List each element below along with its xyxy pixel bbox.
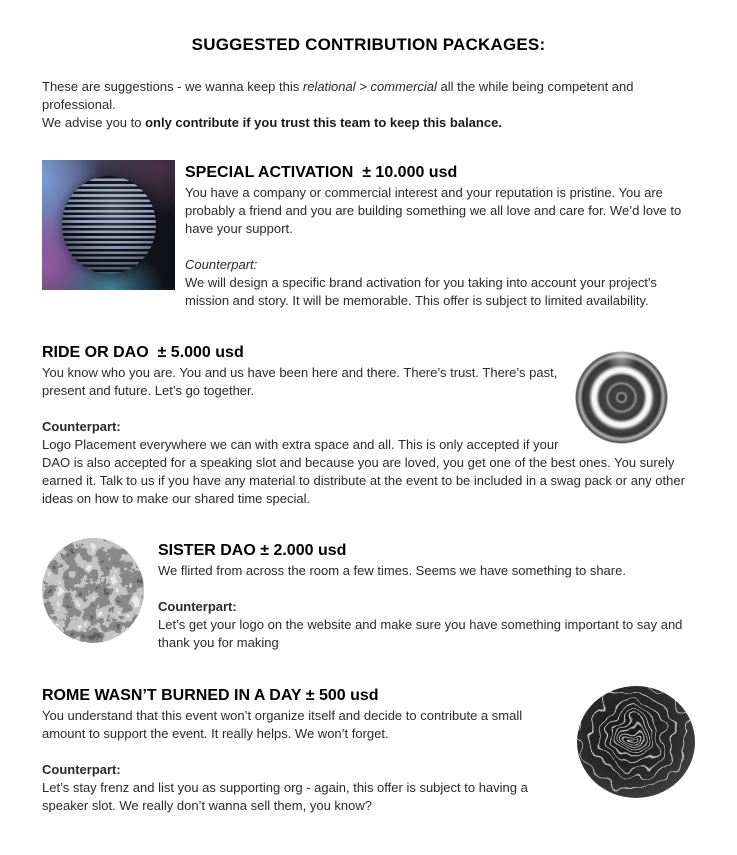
counterpart-label: Counterpart: xyxy=(42,419,121,434)
package-ride-or-dao xyxy=(42,343,695,508)
intro-bold-text: only contribute if you trust this team to keep this balance. xyxy=(145,115,502,130)
package-sister-dao xyxy=(42,538,695,652)
package-rome-wasnt-burned xyxy=(42,686,695,815)
counterpart-description: Logo Placement everywhere we can with extra space and all. This is only accepted if your DAO is also accepted for a speaking slot and because you are loved, you get one of the best ones. You surely earned it. Talk to us if you have any material to distribute at the event to be included in a swag pack or any other ideas on how to make our shared time special. xyxy=(42,437,685,506)
contour-lines-graphic xyxy=(577,686,695,798)
sphere-shading-overlay xyxy=(62,176,156,274)
counterpart-description: We will design a specific brand activation for you taking into account your project's mission and story. It will be memorable. This offer is subject to limited availability. xyxy=(185,275,657,308)
package-description: You have a company or commercial interest and your reputation is pristine. You are probably a friend and you are building something we all love and care for. We’d love to have your support. xyxy=(185,185,682,236)
counterpart-label: Counterpart: xyxy=(158,599,237,614)
concentric-rings-image xyxy=(575,351,668,444)
striped-sphere-image xyxy=(42,160,175,290)
package-title: RIDE OR DAO ± 5.000 usd xyxy=(42,344,244,361)
package-text-column xyxy=(185,160,695,310)
counterpart-description: Let’s stay frenz and list you as supporting org - again, this offer is subject to having a speaker slot. We really don’t wanna sell them, you know? xyxy=(42,780,528,813)
intro-text-3: We advise you to xyxy=(42,115,146,130)
noise-texture-image xyxy=(42,538,144,643)
noise-texture-graphic xyxy=(42,538,144,643)
counterpart-description: Let’s get your logo on the website and make sure you have something important to say and thank you for making xyxy=(158,617,683,650)
intro-text-1: These are suggestions - we wanna keep this xyxy=(42,79,303,94)
package-title: SISTER DAO ± 2.000 usd xyxy=(158,542,347,559)
package-title: ROME WASN’T BURNED IN A DAY ± 500 usd xyxy=(42,687,379,704)
package-description: You understand that this event won’t organize itself and decide to contribute a small amount to support the event. It really helps. We won’t forget. xyxy=(42,708,523,741)
counterpart-label: Counterpart: xyxy=(42,762,121,777)
intro-paragraph xyxy=(42,78,695,132)
package-text-column xyxy=(158,538,695,652)
counterpart-label: Counterpart: xyxy=(185,257,258,272)
contour-lines-image xyxy=(577,686,695,798)
package-description: We flirted from across the room a few times. Seems we have something to share. xyxy=(158,563,626,578)
package-title: SPECIAL ACTIVATION ± 10.000 usd xyxy=(185,164,458,181)
package-special-activation xyxy=(42,160,695,310)
intro-text-2: all the while being competent and professional. xyxy=(42,79,634,112)
page-title: SUGGESTED CONTRIBUTION PACKAGES: xyxy=(191,35,546,54)
intro-italic-text: relational > commercial xyxy=(302,79,437,94)
package-description: You know who you are. You and us have been here and there. There’s trust. There’s past, present and future. Let’s go together. xyxy=(42,365,558,398)
